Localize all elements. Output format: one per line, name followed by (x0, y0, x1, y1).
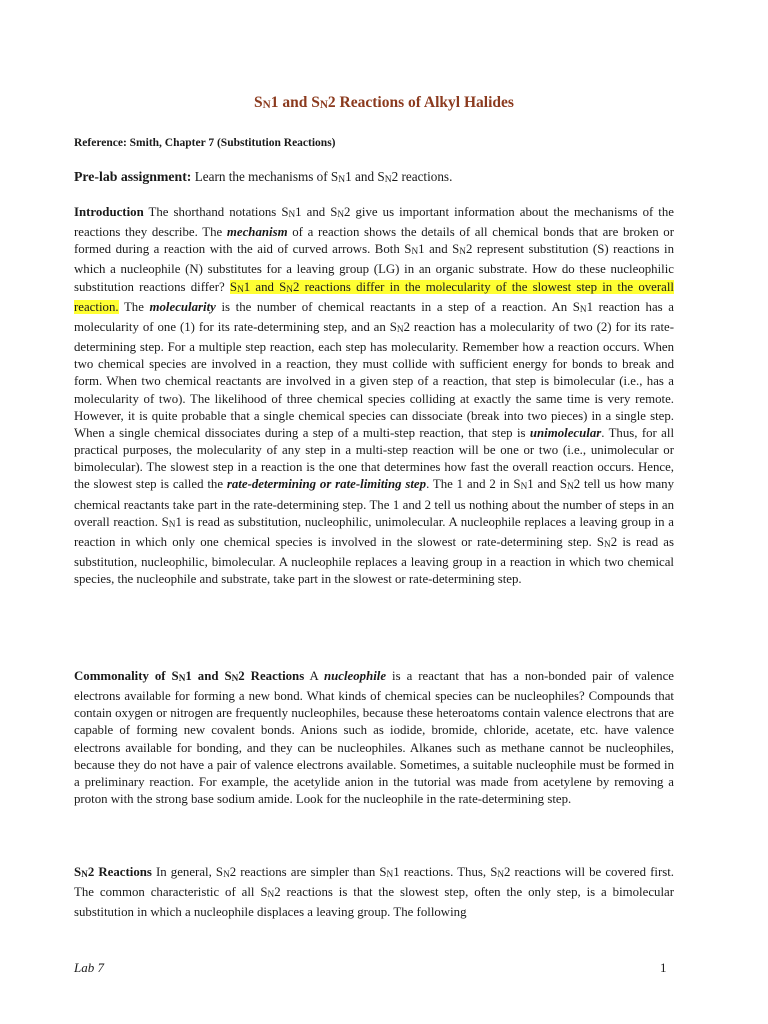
highlighted-sentence: SN1 and SN2 reactions differ in the molecularity of the slowest step in the overall reaction. (74, 279, 674, 314)
reference-line: Reference: Smith, Chapter 7 (Substitution Reactions) (74, 137, 336, 149)
prelab-assignment: Pre-lab assignment: Learn the mechanisms of SN1 and SN2 reactions. (74, 169, 453, 185)
footer-lab-label: Lab 7 (74, 960, 104, 975)
introduction-heading: Introduction (74, 205, 144, 219)
page-title: SN1 and SN2 Reactions of Alkyl Halides (254, 94, 514, 111)
introduction-paragraph: Introduction The shorthand notations SN1 and SN2 give us important information about the mechanisms of the reactions they describe. The mechanism of a reaction shows the details of all chemical bonds that are broken or formed during a reaction with the aid of curved arrows. Both SN1 and SN2 represent substitution (S) reactions in which a nucleophile (N) substitutes for a leaving group (LG) in an organic substrate. How do these nucleophilic substitution reactions differ? SN1 and SN2 reactions differ in the molecularity of the slowest step in the overall reaction. The molecularity is the number of chemical reactants in a step of a reaction. An SN1 reaction has a molecularity of one (1) for its rate-determining step, and an SN2 reaction has a molecularity of two (2) for its rate-determining step. For a multiple step reaction, each step has molecularity. Remember how a reaction occurs. When two chemical species are involved in a reaction, they must collide with sufficient energy for bonds to break and form. When two chemical reactants are involved in a given step of a reaction, that step is bimolecular (i.e., has a molecularity of two). The likelihood of three chemical species colliding at exactly the same time is very remote. However, it is quite probable that a single chemical species can dissociate (break into two pieces) in a single step. When a single chemical dissociates during a step of a multi-step reaction, that step is unimolecular. Thus, for all practical purposes, the molecularity of any step in a multi-step reaction will be one or two (i.e., unimolecular or bimolecular). The slowest step in a reaction is the one that determines how fast the overall reaction occurs. Hence, the slowest step is called the rate-determining or rate-limiting step. The 1 and 2 in SN1 and SN2 tell us how many chemical reactants take part in the rate-determining step. The 1 and 2 tell us nothing about the number of steps in an overall reaction. SN1 is read as substitution, nucleophilic, unimolecular. A nucleophile replaces a leaving group in a reaction in which only one chemical species is involved in the slowest or rate-determining step. SN2 is read as substitution, nucleophilic, bimolecular. A nucleophile replaces a leaving group in a reaction in which two chemical species, the nucleophile and substrate, take part in the slowest or rate-determining step. (74, 205, 675, 587)
prelab-label: Pre-lab assignment: (74, 169, 192, 184)
sn2-heading: SN2 Reactions (74, 865, 152, 880)
commonality-paragraph: Commonality of SN1 and SN2 Reactions A nucleophile is a reactant that has a non-bonded pair of valence electrons available for forming a new bond. What kinds of chemical species can be nucleophiles? Compounds that contain oxygen or nitrogen are frequently nucleophiles, because these heteroatoms contain valence electrons that are capable of forming new covalent bonds. Anions such as iodide, bromide, chloride, acetate, etc. have valence electrons available for bonding, and they can be nucleophiles. Alkanes such as methane cannot be nucleophiles, because they do not have a pair of valence electrons available. Sometimes, a suitable nucleophile must be formed in a preliminary reaction. For example, the acetylide anion in the tutorial was made from acetylene by removing a proton with the strong base sodium amide. Look for the nucleophile in the rate-determining step. (74, 669, 674, 807)
commonality-heading: Commonality of SN1 and SN2 Reactions (74, 669, 305, 684)
footer-page-number: 1 (660, 960, 667, 975)
sn2-reactions-paragraph: SN2 Reactions In general, SN2 reactions are simpler than SN1 reactions. Thus, SN2 reactions will be covered first. The common characteristic of all SN2 reactions is that the slowest step, often the only step, is a bimolecular substitution in which a nucleophile displaces a leaving group. The following (74, 865, 674, 920)
